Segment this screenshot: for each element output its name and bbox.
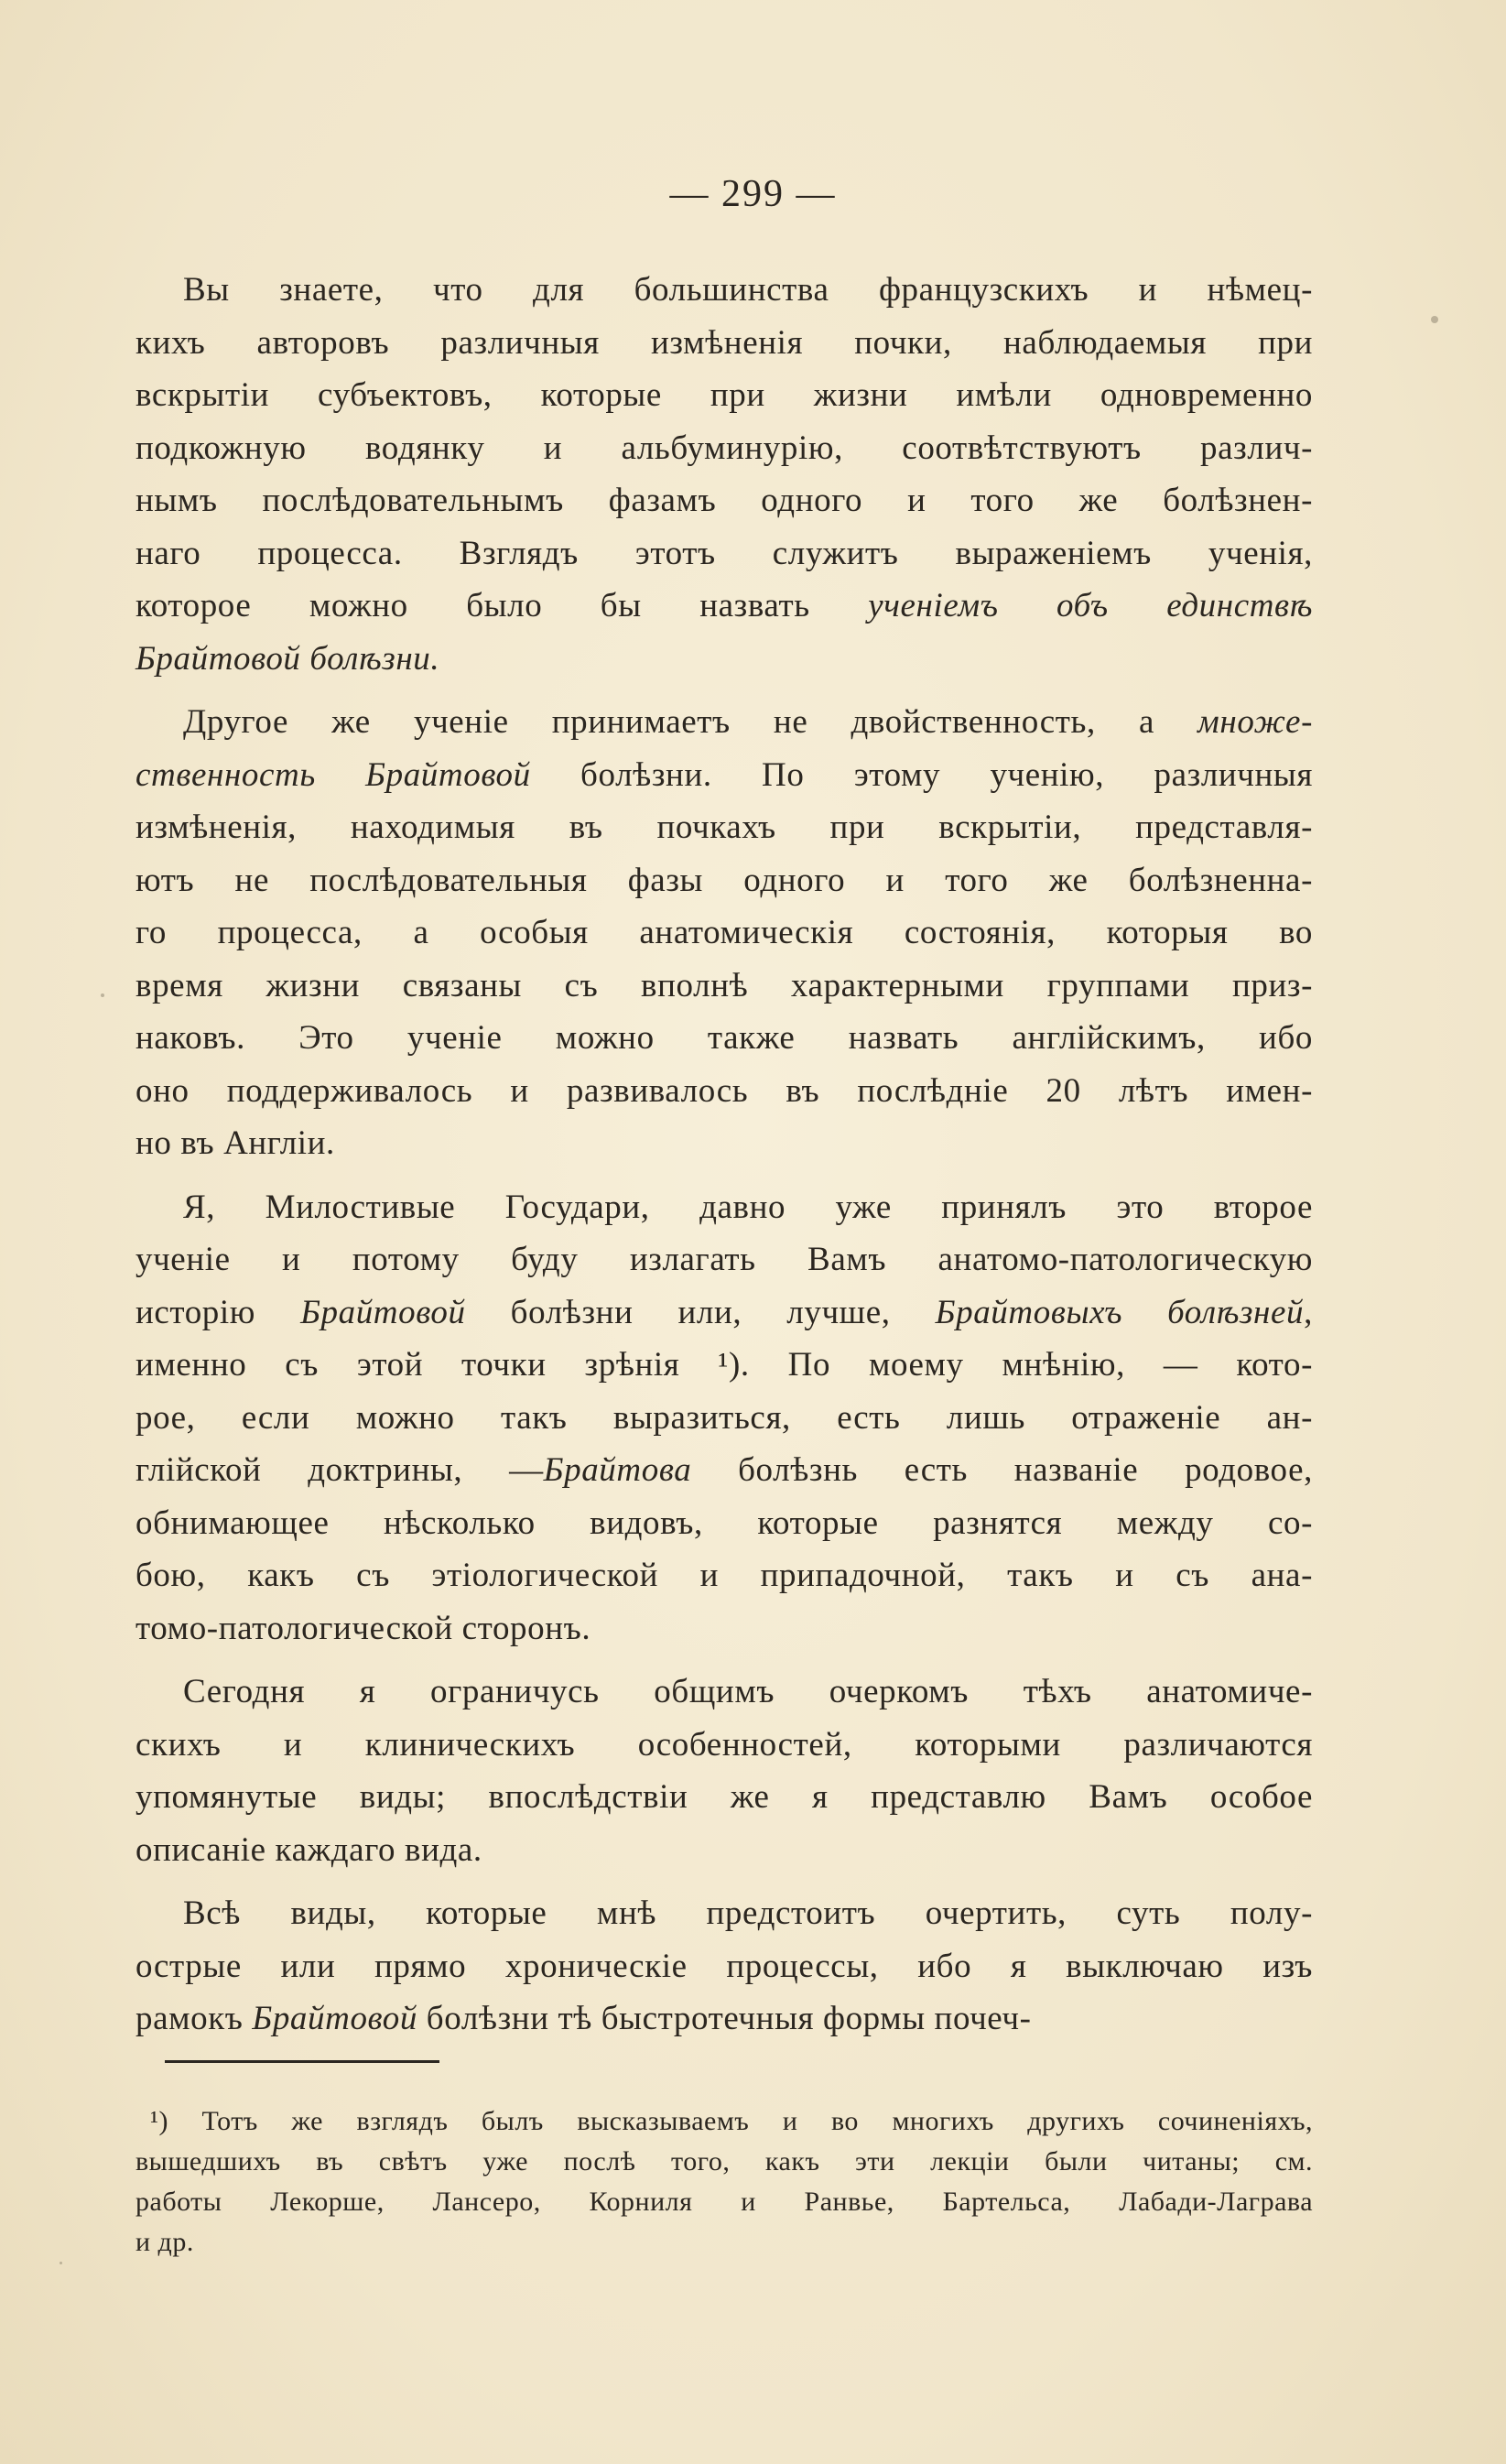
footnote <box>135 2101 1313 2263</box>
text-run: исторію <box>135 1293 301 1331</box>
text-line <box>135 1181 1313 1234</box>
italic-text: Брайтовыхъ болѣзней <box>935 1293 1305 1331</box>
text-run: ¹) Тотъ же взглядъ былъ высказываемъ и во многихъ другихъ сочиненіяхъ, <box>150 2106 1313 2136</box>
text-run: скихъ и клиническихъ особенностей, которыми различаются <box>135 1725 1313 1764</box>
text-line <box>135 696 1313 749</box>
text-line <box>135 1286 1313 1340</box>
text-run: подкожную водянку и альбуминурію, соотвѣтствуютъ различ- <box>135 429 1313 467</box>
text-run: томо-патологической сторонъ. <box>135 1609 591 1647</box>
text-line <box>135 1549 1313 1602</box>
text-run: и др. <box>135 2227 194 2257</box>
italic-text: Корниля <box>589 2187 693 2217</box>
text-run: , <box>533 2187 590 2217</box>
italic-text: Брайтовой болѣзни. <box>135 639 440 678</box>
text-run: Я, Милостивые Государи, давно уже принялъ это второе <box>183 1188 1313 1226</box>
text-run: , <box>376 2187 433 2217</box>
text-run: Сегодня я ограничусь общимъ очеркомъ тѣхъ анатомиче- <box>183 1673 1313 1710</box>
page-number: — 299 — <box>669 173 837 215</box>
text-run: наго процесса. Взглядъ этотъ служитъ выраженіемъ ученія, <box>135 534 1313 572</box>
text-line <box>135 801 1313 854</box>
text-line <box>135 474 1313 527</box>
text-line <box>135 1602 1313 1655</box>
text-run: го процесса, а особыя анатомическія состоянія, которыя во <box>135 914 1313 951</box>
text-run: рамокъ <box>135 2000 253 2037</box>
text-run: , <box>1063 2187 1120 2217</box>
text-run: упомянутые виды; впослѣдствіи же я представлю Вамъ особое <box>135 1778 1313 1816</box>
text-run: но въ Англіи. <box>135 1124 335 1162</box>
text-line <box>135 906 1313 960</box>
text-run: , <box>1304 1293 1313 1331</box>
paragraph <box>135 1666 1313 1876</box>
text-line <box>135 1065 1313 1118</box>
text-run: нымъ послѣдовательнымъ фазамъ одного и того же болѣзнен- <box>135 482 1313 519</box>
footnote-line <box>135 2142 1313 2182</box>
italic-text: Брайтовой <box>252 2000 417 2037</box>
text-run: время жизни связаны съ вполнѣ характерными группами приз- <box>135 966 1313 1004</box>
text-line <box>135 1233 1313 1286</box>
text-run: болѣзни или, лучше, <box>465 1293 936 1331</box>
text-line <box>135 317 1313 370</box>
paper-speck <box>101 993 104 997</box>
text-line <box>135 1992 1313 2046</box>
text-line <box>135 264 1313 317</box>
paragraph <box>135 1181 1313 1655</box>
paragraph <box>135 696 1313 1170</box>
text-run: оно поддерживалось и развивалось въ послѣдніе 20 лѣтъ имен- <box>135 1071 1313 1110</box>
text-run: вскрытіи субъектовъ, которые при жизни имѣли одновременно <box>135 376 1313 414</box>
italic-text: ственность Брайтовой <box>135 755 531 794</box>
text-run: ученіе и потому буду излагать Вамъ анатомо-патологическую <box>135 1241 1313 1278</box>
text-run: болѣзнь есть названіе родовое, <box>691 1451 1313 1489</box>
footnote-divider <box>165 2060 439 2063</box>
text-line <box>135 1392 1313 1445</box>
text-run: острые или прямо хроническіе процессы, ибо я выключаю изъ <box>135 1947 1313 1985</box>
italic-text: Брайтова <box>543 1451 692 1489</box>
text-run: Вы знаете, что для большинства французскихъ и нѣмец- <box>183 271 1313 309</box>
text-run: именно съ этой точки зрѣнія ¹). По моему мнѣнію, — кото- <box>135 1346 1313 1384</box>
italic-text: Бартельса <box>942 2187 1064 2217</box>
text-line <box>135 422 1313 475</box>
text-line <box>135 527 1313 581</box>
text-line <box>135 1012 1313 1065</box>
text-line <box>135 854 1313 907</box>
italic-text: множе- <box>1197 703 1313 741</box>
text-run: бою, какъ съ этіологической и припадочной, такъ и съ ана- <box>135 1557 1313 1594</box>
paper-speck <box>1431 316 1438 323</box>
text-line <box>135 1339 1313 1392</box>
paper-speck <box>60 2262 62 2264</box>
text-run: работы <box>135 2187 271 2217</box>
text-line <box>135 1719 1313 1772</box>
text-run: глійской доктрины, — <box>135 1451 544 1489</box>
text-line <box>135 960 1313 1013</box>
text-run: болѣзни. По этому ученію, различныя <box>530 755 1313 794</box>
text-run: рое, если можно такъ выразиться, есть лишь отраженіе ан- <box>135 1398 1313 1437</box>
italic-text: Брайтовой <box>300 1293 466 1331</box>
text-line <box>135 1497 1313 1550</box>
text-run: и <box>692 2187 805 2217</box>
text-line <box>135 1771 1313 1824</box>
text-line <box>135 1666 1313 1719</box>
italic-text: ученіемъ объ единствѣ <box>868 587 1313 624</box>
text-run: ютъ не послѣдовательныя фазы одного и того же болѣзненна- <box>135 861 1313 899</box>
text-line <box>135 1940 1313 1993</box>
footnote-line <box>135 2182 1313 2222</box>
text-run: измѣненія, находимыя въ почкахъ при вскрытіи, представля- <box>135 809 1313 846</box>
text-line <box>135 1887 1313 1940</box>
body-text <box>135 264 1313 2057</box>
italic-text: Лансеро <box>432 2187 534 2217</box>
paragraph <box>135 264 1313 685</box>
text-run: Всѣ виды, которые мнѣ предстоитъ очертить, суть полу- <box>183 1894 1313 1932</box>
italic-text: Лекорше <box>270 2187 377 2217</box>
text-run: которое можно было бы назвать <box>135 587 869 624</box>
paragraph <box>135 1887 1313 2046</box>
footnote-line <box>135 2101 1313 2142</box>
text-line <box>135 580 1313 633</box>
text-run: , <box>886 2187 943 2217</box>
text-line <box>135 1117 1313 1170</box>
italic-text: Лабади-Лаграва <box>1119 2187 1314 2217</box>
text-line <box>135 1444 1313 1497</box>
text-run: обнимающее нѣсколько видовъ, которые разнятся между со- <box>135 1503 1313 1542</box>
footnote-line <box>135 2222 1313 2263</box>
text-line <box>135 369 1313 422</box>
text-run: Другое же ученіе принимаетъ не двойственность, а <box>183 703 1198 741</box>
text-run: наковъ. Это ученіе можно также назвать англійскимъ, ибо <box>135 1019 1313 1057</box>
text-line <box>135 749 1313 802</box>
text-run: описаніе каждаго вида. <box>135 1830 482 1869</box>
text-line <box>135 1824 1313 1877</box>
text-run: кихъ авторовъ различныя измѣненія почки, наблюдаемыя при <box>135 323 1313 362</box>
text-line <box>135 633 1313 686</box>
italic-text: Ранвье <box>804 2187 887 2217</box>
text-run: болѣзни тѣ быстротечныя формы почеч- <box>417 2000 1032 2037</box>
text-run: вышедшихъ въ свѣтъ уже послѣ того, какъ эти лекціи были читаны; см. <box>135 2146 1313 2176</box>
